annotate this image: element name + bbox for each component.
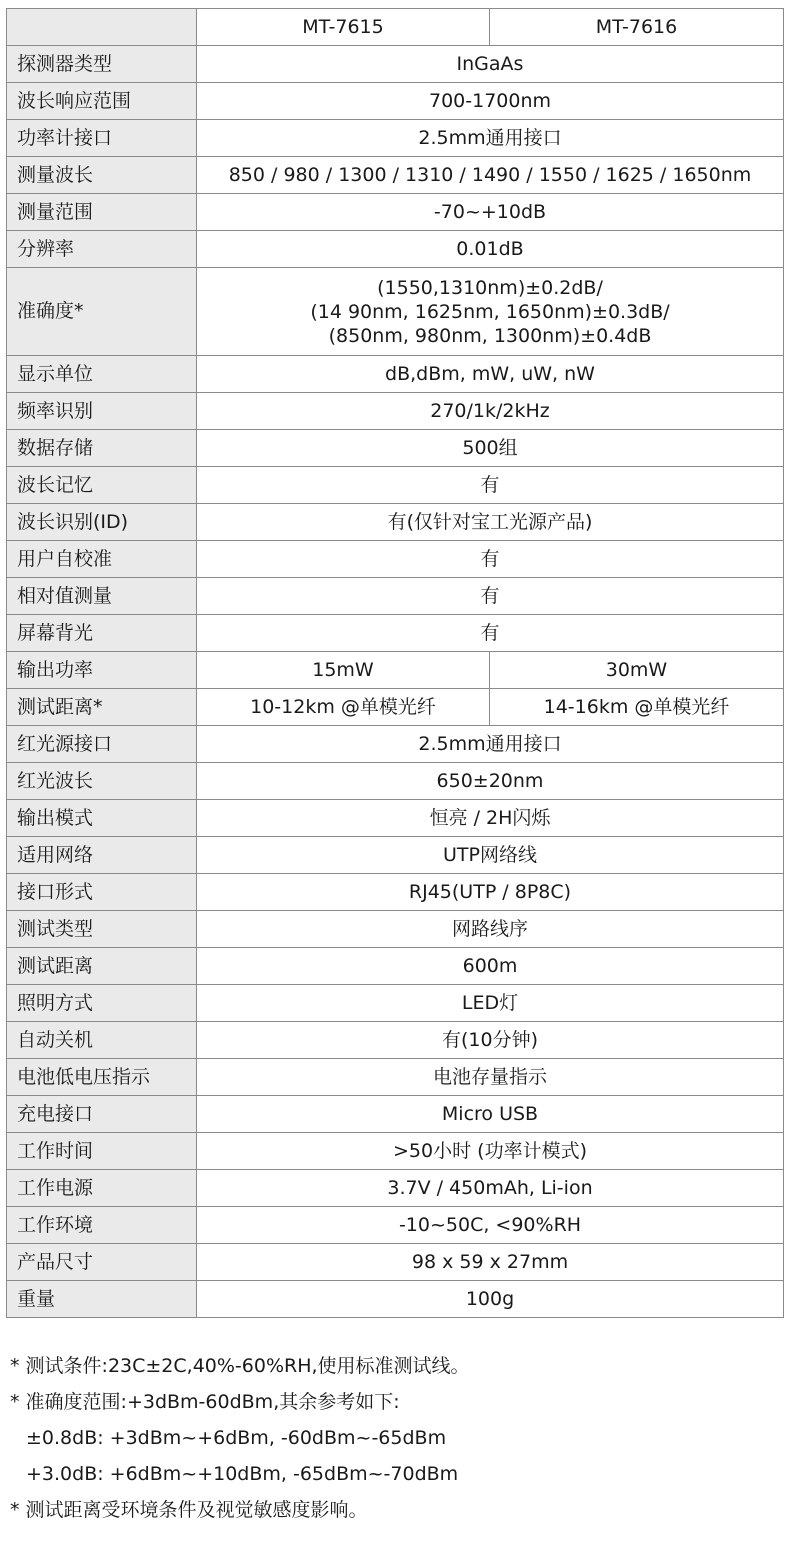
table-row: [7, 430, 784, 467]
table-row: [7, 393, 784, 430]
table-row: [7, 578, 784, 615]
row-label: 重量: [7, 1281, 197, 1318]
row-label: 照明方式: [7, 985, 197, 1022]
row-label: 红光源接口: [7, 726, 197, 763]
table-row: [7, 800, 784, 837]
table-row: [7, 948, 784, 985]
row-label: 测试距离*: [7, 689, 197, 726]
row-value: 3.7V / 450mAh, Li-ion: [197, 1170, 784, 1207]
row-label: 测量范围: [7, 194, 197, 231]
accuracy-line-1: (1550,1310nm)±0.2dB/: [377, 276, 603, 299]
spec-table: [6, 8, 784, 1318]
table-row: [7, 541, 784, 578]
table-row-accuracy: [7, 268, 784, 356]
row-value: 有(仅针对宝工光源产品): [197, 504, 784, 541]
row-label: 用户自校准: [7, 541, 197, 578]
row-value: 网路线序: [197, 911, 784, 948]
row-label: 测试距离: [7, 948, 197, 985]
accuracy-line-3: (850nm, 980nm, 1300nm)±0.4dB: [328, 324, 652, 347]
row-value: 2.5mm通用接口: [197, 726, 784, 763]
row-value: RJ45(UTP / 8P8C): [197, 874, 784, 911]
row-label: 波长响应范围: [7, 83, 197, 120]
row-label: 充电接口: [7, 1096, 197, 1133]
table-row: [7, 467, 784, 504]
accuracy-line-2: (14 90nm, 1625nm, 1650nm)±0.3dB/: [310, 300, 670, 323]
table-row: [7, 356, 784, 393]
row-value: -70~+10dB: [197, 194, 784, 231]
footnote-test-distance: * 测试距离受环境条件及视觉敏感度影响。: [10, 1499, 368, 1521]
table-row: [7, 874, 784, 911]
row-value: dB,dBm, mW, uW, nW: [197, 356, 784, 393]
row-label: 测试类型: [7, 911, 197, 948]
table-row: [7, 1059, 784, 1096]
table-row: [7, 615, 784, 652]
table-row: [7, 157, 784, 194]
row-value-mt7616: 30mW: [490, 652, 784, 689]
footnote-test-conditions: * 测试条件:23C±2C,40%-60%RH,使用标准测试线。: [10, 1355, 470, 1377]
row-value: 有: [197, 541, 784, 578]
row-value: 850 / 980 / 1300 / 1310 / 1490 / 1550 / 1625 / 1650nm: [197, 157, 784, 194]
row-label: 接口形式: [7, 874, 197, 911]
row-label: 相对值测量: [7, 578, 197, 615]
row-value: InGaAs: [197, 46, 784, 83]
table-row: [7, 504, 784, 541]
row-label: 显示单位: [7, 356, 197, 393]
row-label: 电池低电压指示: [7, 1059, 197, 1096]
row-value: Micro USB: [197, 1096, 784, 1133]
row-value: 有: [197, 467, 784, 504]
table-row: [7, 763, 784, 800]
row-value: 100g: [197, 1281, 784, 1318]
row-label: 数据存储: [7, 430, 197, 467]
row-value: 600m: [197, 948, 784, 985]
row-value: 0.01dB: [197, 231, 784, 268]
footnote-accuracy-detail-1: ±0.8dB: +3dBm~+6dBm, -60dBm~-65dBm: [26, 1427, 447, 1449]
row-label: 波长识别(ID): [7, 504, 197, 541]
row-value: 270/1k/2kHz: [197, 393, 784, 430]
header-model-mt7615: MT-7615: [197, 9, 490, 46]
header-model-mt7616: MT-7616: [490, 9, 784, 46]
table-row: [7, 1096, 784, 1133]
table-row-split: [7, 689, 784, 726]
row-value-mt7616: 14-16km @单模光纤: [490, 689, 784, 726]
row-value: 650±20nm: [197, 763, 784, 800]
row-value: 有(10分钟): [197, 1022, 784, 1059]
table-row: [7, 46, 784, 83]
footnote-accuracy-detail-2: +3.0dB: +6dBm~+10dBm, -65dBm~-70dBm: [26, 1463, 459, 1485]
header-blank-cell: [7, 9, 197, 46]
footnotes: [10, 1348, 780, 1528]
row-label: 红光波长: [7, 763, 197, 800]
row-value: 2.5mm通用接口: [197, 120, 784, 157]
table-row: [7, 1244, 784, 1281]
table-row: [7, 194, 784, 231]
row-label: 屏幕背光: [7, 615, 197, 652]
row-label: 工作环境: [7, 1207, 197, 1244]
footnote-accuracy-range: * 准确度范围:+3dBm-60dBm,其余参考如下:: [10, 1391, 400, 1413]
table-row: [7, 231, 784, 268]
row-value-mt7615: 10-12km @单模光纤: [197, 689, 490, 726]
row-label: 功率计接口: [7, 120, 197, 157]
table-row: [7, 1170, 784, 1207]
table-row: [7, 837, 784, 874]
row-value: 有: [197, 578, 784, 615]
row-label: 适用网络: [7, 837, 197, 874]
row-value: LED灯: [197, 985, 784, 1022]
row-label: 输出模式: [7, 800, 197, 837]
row-label: 工作电源: [7, 1170, 197, 1207]
row-value: 98 x 59 x 27mm: [197, 1244, 784, 1281]
row-value: -10~50C, <90%RH: [197, 1207, 784, 1244]
row-label: 分辨率: [7, 231, 197, 268]
row-value: 700-1700nm: [197, 83, 784, 120]
table-row: [7, 1022, 784, 1059]
table-row: [7, 726, 784, 763]
row-value: 有: [197, 615, 784, 652]
table-row: [7, 985, 784, 1022]
row-value: 恒亮 / 2H闪烁: [197, 800, 784, 837]
row-value: 电池存量指示: [197, 1059, 784, 1096]
table-row-split: [7, 652, 784, 689]
table-row: [7, 83, 784, 120]
row-label: 探测器类型: [7, 46, 197, 83]
row-label: 产品尺寸: [7, 1244, 197, 1281]
row-value-mt7615: 15mW: [197, 652, 490, 689]
row-label: 输出功率: [7, 652, 197, 689]
table-header-row: [7, 9, 784, 46]
row-value: 500组: [197, 430, 784, 467]
row-label: 波长记忆: [7, 467, 197, 504]
row-label: 准确度*: [7, 268, 197, 356]
row-label: 频率识别: [7, 393, 197, 430]
table-row: [7, 120, 784, 157]
accuracy-value: [197, 268, 784, 356]
table-row: [7, 911, 784, 948]
table-row: [7, 1207, 784, 1244]
row-value: UTP网络线: [197, 837, 784, 874]
row-label: 工作时间: [7, 1133, 197, 1170]
table-row: [7, 1133, 784, 1170]
row-label: 自动关机: [7, 1022, 197, 1059]
table-row: [7, 1281, 784, 1318]
row-value: >50小时 (功率计模式): [197, 1133, 784, 1170]
row-label: 测量波长: [7, 157, 197, 194]
